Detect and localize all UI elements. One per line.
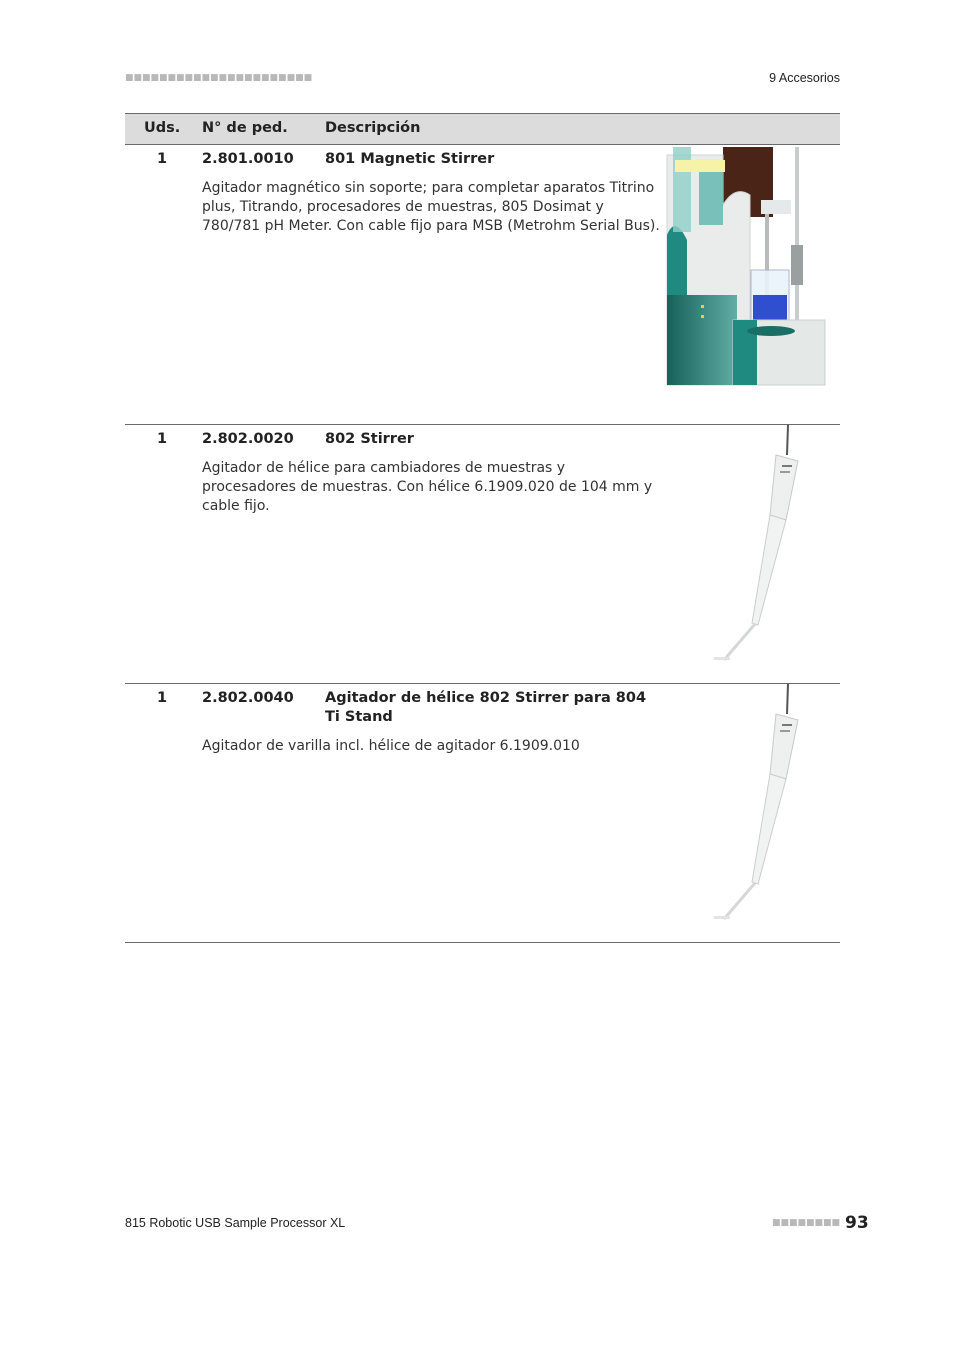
row-order-number: 2.801.0010	[202, 151, 294, 167]
accessories-table	[125, 113, 840, 943]
row-description: Agitador magnético sin soporte; para completar aparatos Titrino plus, Titrando, procesadores de muestras, 805 Dosimat y 780/781 pH Meter. Con cable fijo para MSB (Metrohm Serial Bus).	[202, 180, 660, 234]
table-row	[125, 145, 840, 425]
footer-product-name: 815 Robotic USB Sample Processor XL	[125, 1216, 346, 1230]
rod-stirrer-image	[710, 684, 805, 929]
row-qty: 1	[157, 431, 168, 447]
magnetic-stirrer-image	[665, 145, 830, 390]
column-header-order-number: N° de ped.	[202, 120, 288, 136]
row-title: 801 Magnetic Stirrer	[325, 151, 495, 167]
header-decoration: ■■■■■■■■■■■■■■■■■■■■■■	[125, 73, 313, 83]
footer-decoration: ■■■■■■■■	[772, 1218, 841, 1228]
propeller-stirrer-image	[710, 425, 805, 670]
table-header	[125, 113, 840, 145]
row-title: Agitador de hélice 802 Stirrer para 804 Ti Stand	[325, 690, 647, 725]
row-description: Agitador de varilla incl. hélice de agitador 6.1909.010	[202, 738, 580, 754]
row-qty: 1	[157, 151, 168, 167]
row-order-number: 2.802.0040	[202, 690, 294, 706]
row-description: Agitador de hélice para cambiadores de muestras y procesadores de muestras. Con hélice 6.1909.020 de 104 mm y cable fijo.	[202, 460, 653, 514]
chapter-title: 9 Accesorios	[769, 71, 840, 85]
table-row	[125, 425, 840, 684]
row-qty: 1	[157, 690, 168, 706]
row-title: 802 Stirrer	[325, 431, 414, 447]
column-header-description: Descripción	[325, 120, 421, 136]
row-order-number: 2.802.0020	[202, 431, 294, 447]
page-number: 93	[845, 1213, 869, 1233]
column-header-qty: Uds.	[144, 120, 181, 136]
table-row	[125, 684, 840, 943]
